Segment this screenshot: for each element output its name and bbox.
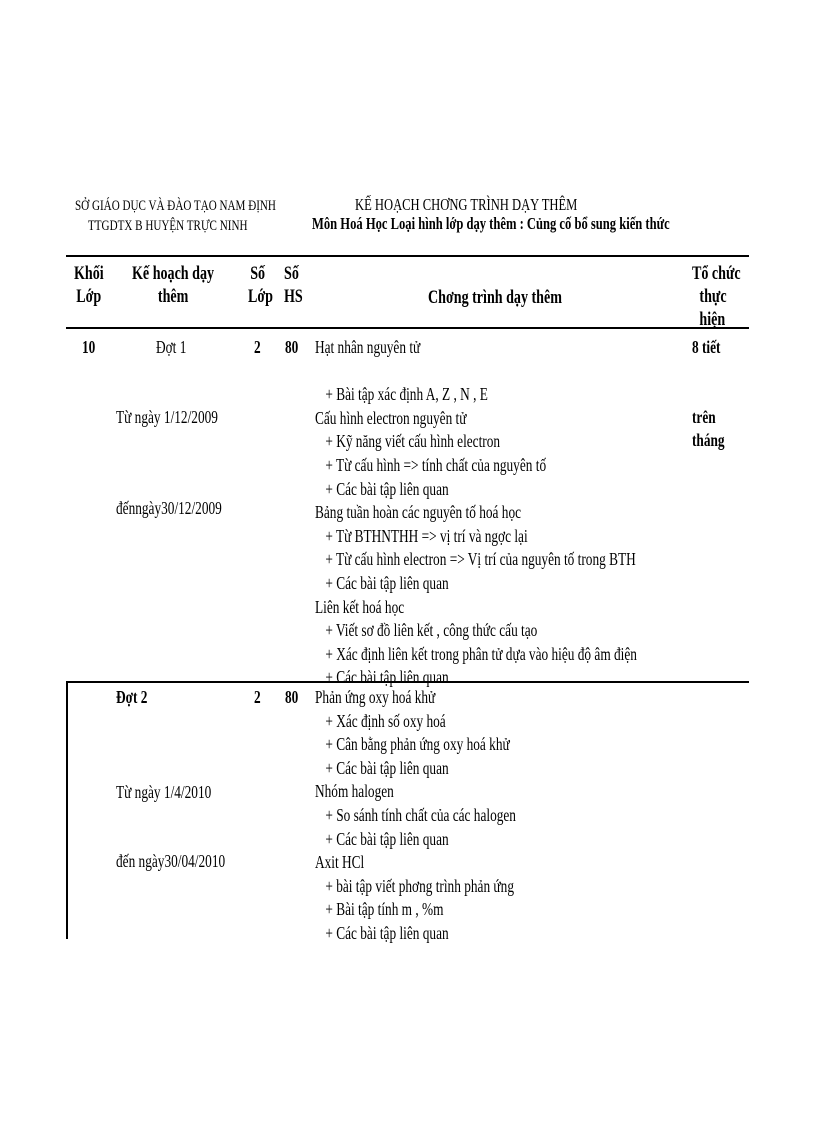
row2-dot: Đợt 2 [116,687,148,707]
content-line: Axit HCl [315,852,365,873]
content-line: + bài tập viết phơng trình phản ứng [325,875,514,896]
content-line: + Các bài tập liên quan [325,572,449,593]
content-line: + Các bài tập liên quan [325,757,449,778]
row1-tochuc: 8 tiết [692,337,721,357]
row2-from-date: Từ ngày 1/4/2010 [116,782,212,802]
row1-dot: Đợt 1 [156,337,187,357]
content-line: + Bài tập xác định A, Z , N , E [325,384,488,405]
row2-to-date: đến ngày30/04/2010 [116,851,226,871]
content-line: Hạt nhân nguyên tử [315,337,421,357]
content-line: + So sánh tính chất của các halogen [325,804,516,825]
col-header-tochuc: Tổ chức thực hiện [692,263,741,330]
content-line: + Cân bằng phản ứng oxy hoá khử [325,734,510,755]
col-header-khoi: Khối Lớp [74,263,104,307]
content-line: + Xác định số oxy hoá [325,710,446,731]
row1-tochuc-tren: trên [692,407,716,427]
content-line: + Viết sơ đồ liên kết , công thức cấu tạo [325,620,538,641]
row1-to-date: đếnngày30/12/2009 [116,498,222,518]
row2-so-hs: 80 [285,687,299,707]
content-line: + Kỹ năng viết cấu hình electron [325,431,501,452]
row2-content [315,686,587,946]
row1-tochuc-thang: tháng [692,430,725,450]
table-header-rule [66,327,749,329]
content-line: + Các bài tập liên quan [325,478,449,499]
row1-so-lop: 2 [254,337,261,357]
table-top-rule [66,255,749,257]
col-header-chuongtrinh: Chơng trình dạy thêm [428,287,562,308]
content-line: Bảng tuần hoàn các nguyên tố hoá học [315,502,522,523]
content-line: + Các bài tập liên quan [325,922,449,943]
row2-so-lop: 2 [254,687,261,707]
row1-so-hs: 80 [285,337,299,357]
row1-content [315,336,750,690]
content-line: Nhóm halogen [315,781,394,802]
content-line: + Từ cấu hình => tính chất của nguyên tố [325,454,547,475]
col-header-solop: Số Lớp [248,263,273,307]
col-header-kehoach: Kế hoạch dạy thêm [132,263,215,307]
content-line: Phản ứng oxy hoá khử [315,687,436,707]
document-title: KẾ HOẠCH CHƠNG TRÌNH DẠY THÊM [355,195,578,214]
content-line: Cấu hình electron nguyên tử [315,407,467,428]
content-line: + Từ cấu hình electron => Vị trí của nguyên tố trong BTH [325,549,636,570]
row1-from-date: Từ ngày 1/12/2009 [116,407,218,427]
document-subtitle: Môn Hoá Học Loại hình lớp dạy thêm : Củng cố bổ sung kiến thức [312,214,670,233]
content-line: + Từ BTHNTHH => vị trí và ngợc lại [325,525,528,546]
content-line: + Bài tập tính m , %m [325,899,444,920]
content-line: Liên kết hoá học [315,596,405,617]
content-line [315,360,637,384]
table-left-border [66,681,68,939]
content-line: + Các bài tập liên quan [325,667,449,688]
center-name: TTGDTX B HUYỆN TRỰC NINH [88,218,248,234]
col-header-sohs: Số HS [284,263,303,307]
department-name: SỞ GIÁO DỤC VÀ ĐÀO TẠO NAM ĐỊNH [75,198,276,214]
content-line: + Xác định liên kết trong phân tử dựa vào hiệu độ âm điện [325,643,637,664]
row1-khoi: 10 [82,337,96,357]
content-line: + Các bài tập liên quan [325,828,449,849]
